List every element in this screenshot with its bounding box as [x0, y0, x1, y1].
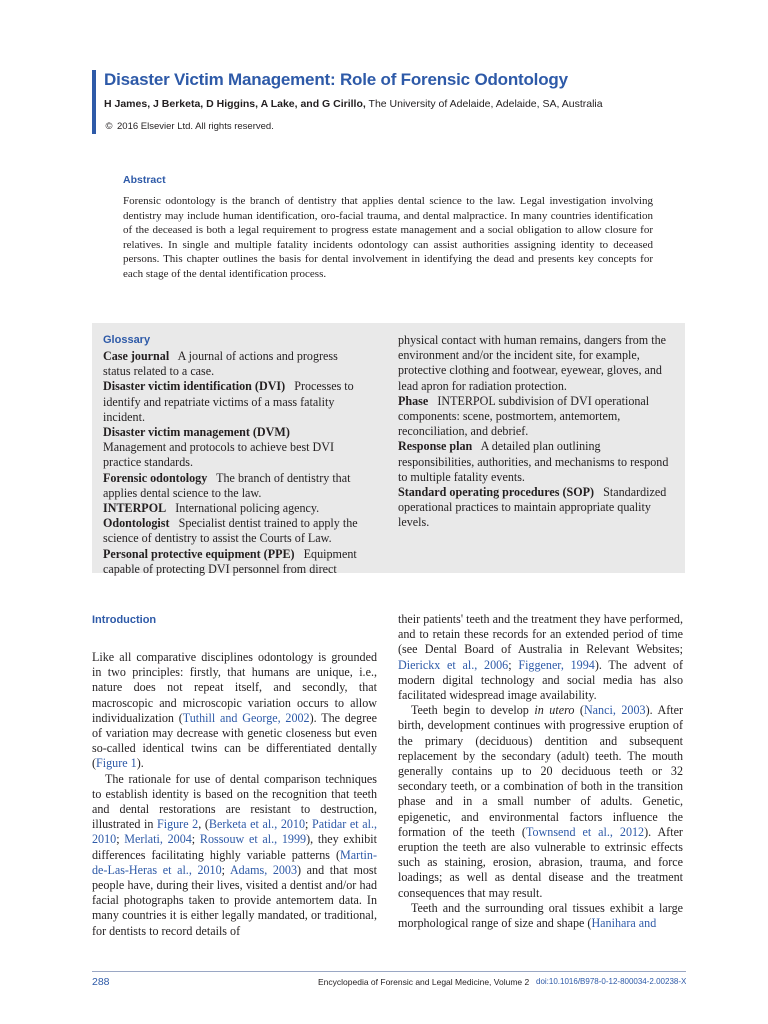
citation-link[interactable]: Townsend et al., 2012: [525, 824, 645, 839]
citation-link[interactable]: Berketa et al., 2010: [208, 817, 306, 832]
citation-link[interactable]: Rossouw et al., 1999: [199, 832, 307, 847]
glossary-entry: [103, 501, 358, 516]
citation-link[interactable]: Tuthill and George, 2002: [182, 710, 310, 725]
body-right-column: [398, 612, 683, 931]
copyright-icon: ©: [105, 121, 113, 132]
text-run: ), they exhibit differences facilitating highly variable patterns (: [92, 832, 377, 862]
italic-text: in utero: [534, 703, 575, 718]
glossary-term: Response plan: [398, 439, 473, 454]
abstract-heading: Abstract: [123, 174, 166, 186]
glossary-definition: Processes to identify and repatriate victims of a mass fatality incident.: [103, 379, 354, 424]
glossary-entry: [398, 394, 676, 440]
authors: H James, J Berketa, D Higgins, A Lake, and G Cirillo,: [104, 98, 366, 110]
journal-name: Encyclopedia of Forensic and Legal Medicine, Volume 2: [318, 977, 530, 987]
glossary-entry: [103, 349, 358, 379]
glossary-entry: [103, 425, 358, 471]
paragraph: [398, 703, 683, 901]
glossary-definition: Specialist dentist trained to apply the science of dentistry to assist the Courts of Law.: [103, 516, 358, 546]
glossary-term: Odontologist: [103, 516, 170, 531]
glossary-term: Standard operating procedures (SOP): [398, 485, 595, 500]
text-run: , (: [198, 817, 209, 832]
text-run: ;: [305, 817, 313, 832]
body-left-column: [92, 612, 377, 939]
glossary-definition: Standardized operational practices to maintain appropriate quality levels.: [398, 485, 667, 530]
glossary-definition: A journal of actions and progress status related to a case.: [103, 349, 338, 379]
text-run: Like all comparative disciplines odontology is grounded in two principles: firstly, that humans are unique, i.e., nature does not repeat itself, and secondly, that macroscopic and microscopic variation occurs to allow individualization (: [92, 650, 377, 725]
glossary-definition: Equipment capable of protecting DVI personnel from direct: [103, 546, 357, 576]
introduction-heading: Introduction: [92, 614, 157, 626]
glossary-term: Disaster victim management (DVM): [103, 425, 290, 440]
glossary-right-column: [398, 333, 676, 531]
page-number: 288: [92, 976, 110, 988]
glossary-box: [92, 323, 685, 576]
paragraph: [92, 650, 377, 772]
copyright-text: 2016 Elsevier Ltd. All rights reserved.: [117, 121, 274, 132]
glossary-definition: The branch of dentistry that applies dental science to the law.: [103, 470, 351, 500]
citation-link[interactable]: Merlati, 2004: [124, 832, 192, 847]
text-run: Teeth begin to develop: [411, 703, 535, 718]
affiliation: The University of Adelaide, Adelaide, SA, Australia: [365, 98, 603, 110]
text-run: The rationale for use of dental comparison techniques to establish identity is based on the recognition that teeth and dental restorations are resistant to destruction, illustrated in: [92, 771, 377, 832]
glossary-continuation: physical contact with human remains, dangers from the environment and/or the incident site, for example, protective clothing and footwear, eyewear, gloves, and lead apron for radiation protection.: [398, 333, 666, 393]
citation-link[interactable]: Patidar et al., 2010: [92, 817, 377, 847]
glossary-term: Forensic odontology: [103, 470, 208, 485]
article-title: Disaster Victim Management: Role of Forensic Odontology: [104, 70, 568, 89]
glossary-entry: [103, 471, 358, 501]
glossary-term: Personal protective equipment (PPE): [103, 546, 295, 561]
figure-link[interactable]: Figure 2: [157, 817, 199, 832]
title-accent-bar: [92, 70, 96, 134]
text-run: ). After birth, development continues with progressive eruption of the primary (deciduous) dentition and subsequent replacement by the secondary (adult) teeth. The mouth generally contains up to 20 deciduous teeth or 32 secondary teeth, or a combination of both in the transition phase and in a small number of adults. Genetic, epigenetic, and environmental factors influence the formation of the teeth (: [398, 703, 683, 839]
glossary-definition: International policing agency.: [175, 501, 320, 516]
text-run: ). After eruption the teeth are also vulnerable to extrinsic effects such as staining, erosion, abrasion, trauma, and force loadings; as well as dental disease and the treatment consequences that may result.: [398, 824, 683, 900]
text-run: ;: [191, 832, 200, 847]
citation-link[interactable]: Dierickx et al., 2006: [398, 657, 509, 672]
doi-link[interactable]: doi:10.1016/B978-0-12-800034-2.00238-X: [536, 977, 687, 986]
citation-link[interactable]: Figgener, 1994: [518, 657, 595, 672]
copyright-line: [104, 121, 274, 132]
glossary-entry: [103, 516, 358, 546]
text-run: ;: [116, 832, 125, 847]
citation-link[interactable]: Hanihara and: [591, 916, 657, 931]
author-line: [104, 98, 603, 110]
text-run: (: [574, 703, 584, 718]
citation-link[interactable]: Adams, 2003: [229, 862, 298, 877]
glossary-term: Case journal: [103, 349, 170, 363]
paragraph: [92, 772, 377, 939]
glossary-left-column: [103, 333, 358, 577]
text-run: ).: [136, 756, 144, 771]
citation-link[interactable]: Martin-de-Las-Heras et al., 2010: [92, 847, 377, 877]
glossary-definition: Management and protocols to achieve best DVI practice standards.: [103, 440, 335, 470]
glossary-term: Phase: [398, 393, 429, 408]
text-run: their patients' teeth and the treatment they have performed, and to retain these records for an extended period of time (see Dental Board of Australia in Relevant Websites;: [398, 612, 683, 657]
glossary-definition: A detailed plan outlining responsibilities, authorities, and mechanisms to respond to multiple fatality events.: [398, 439, 669, 484]
text-run: ). The advent of modern digital technology and social media has also facilitated widespread image availability.: [398, 657, 683, 703]
text-run: ;: [508, 657, 519, 672]
citation-link[interactable]: Nanci, 2003: [583, 703, 646, 718]
glossary-entry: [398, 485, 676, 531]
text-run: ). The degree of variation may decrease with genetic closeness but even so-called identical twins can be differentiated dentally (: [92, 710, 377, 771]
paragraph: [398, 612, 683, 703]
text-run: Teeth and the surrounding oral tissues exhibit a large morphological range of size and shape (: [398, 900, 683, 931]
text-run: ) and that most people have, during their lives, visited a dentist and/or had facial photographs taken to provide antemortem data. In many countries it is either legally mandated, or traditional, for dentists to record details of: [92, 862, 377, 938]
glossary-heading: Glossary: [103, 334, 151, 346]
glossary-entry: [103, 379, 358, 425]
text-run: ;: [221, 862, 230, 877]
glossary-term: Disaster victim identification (DVI): [103, 379, 286, 394]
glossary-entry: [398, 439, 676, 485]
footer-divider: [92, 971, 686, 972]
glossary-entry: [103, 547, 358, 577]
glossary-term: INTERPOL: [103, 501, 167, 516]
abstract-text: Forensic odontology is the branch of dentistry that applies dental science to the law. Legal investigation involving dentistry may include human identification, oro-facial trauma, and dental malpractice. In many countries identification of the deceased is both a legal requirement to progress estate management and a social obligation to allow closure for relatives. In single and multiple fatality incidents odontology can assist authorities assigning identity to deceased persons. This chapter outlines the basis for dental involvement in identifying the dead and presents key concepts for each stage of the dental identification process.: [123, 195, 653, 280]
glossary-definition: INTERPOL subdivision of DVI operational components: scene, postmortem, antemortem, reconciliation, and debrief.: [398, 393, 650, 439]
paragraph: [398, 901, 683, 931]
figure-link[interactable]: Figure 1: [96, 756, 137, 771]
